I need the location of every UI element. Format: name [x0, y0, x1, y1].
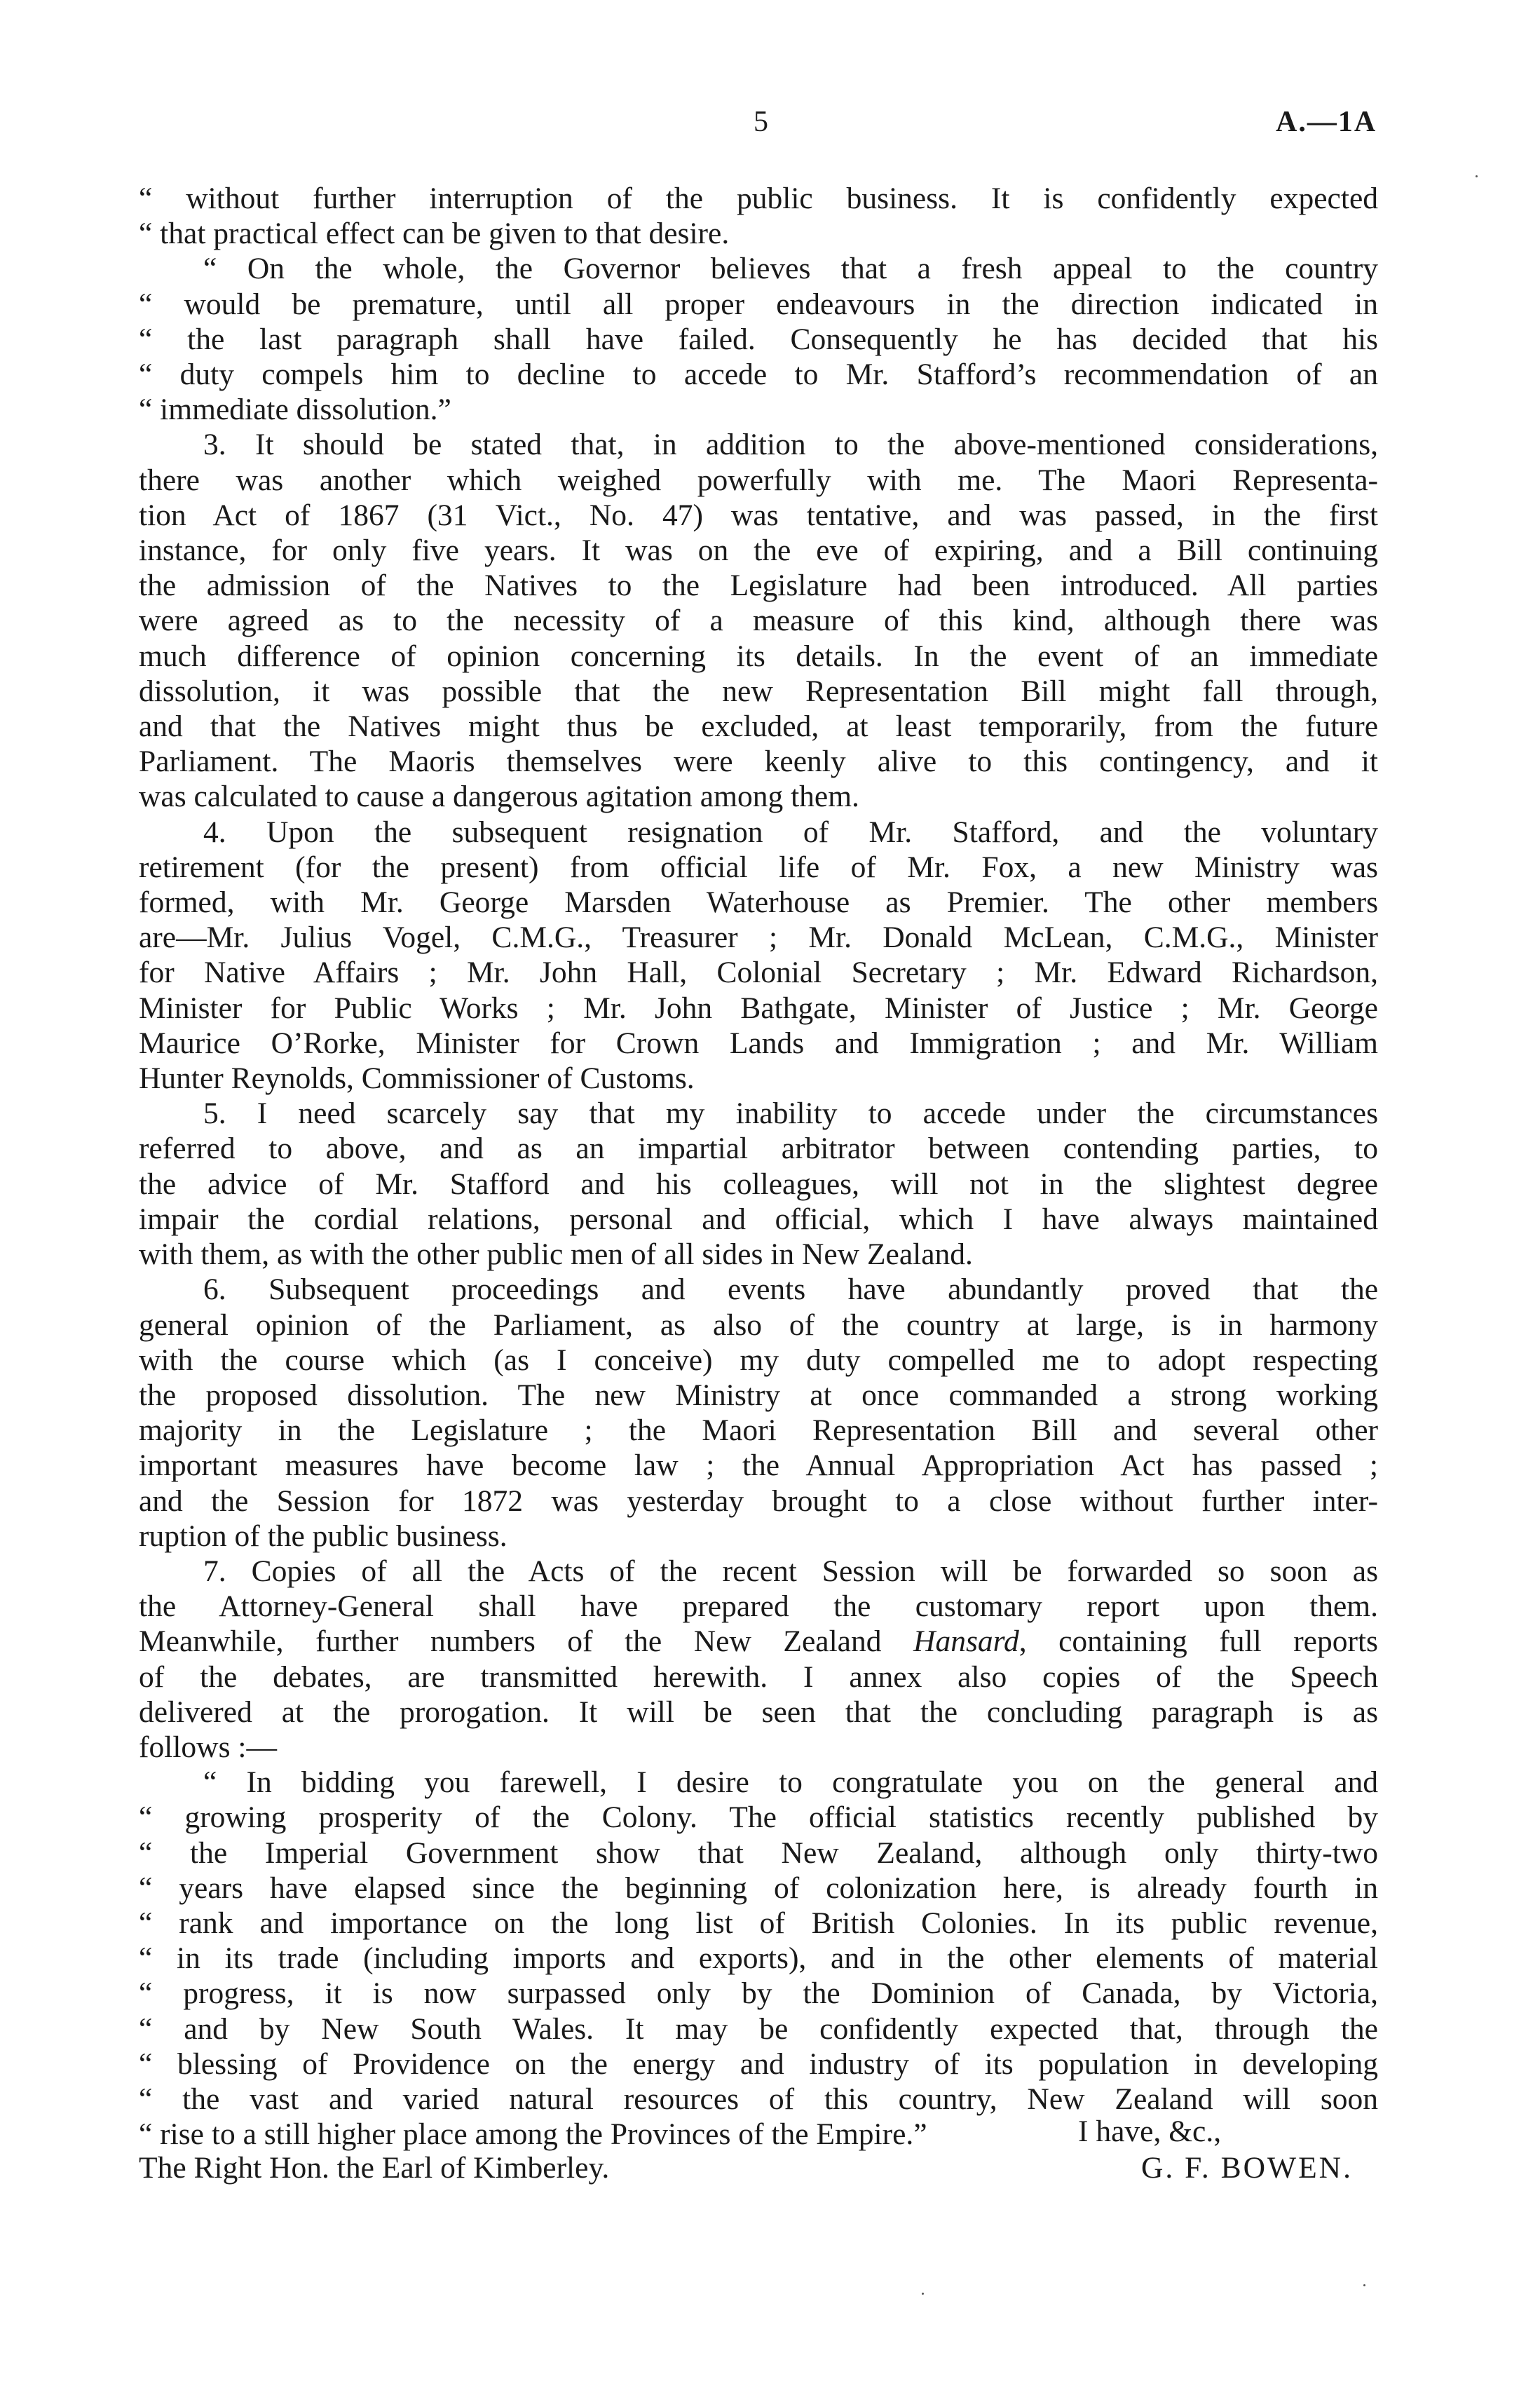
text-line: the admission of the Natives to the Legislature had been introduced. All parties [139, 569, 1378, 603]
text-line: impair the cordial relations, personal and official, which I have always maintained [139, 1202, 1378, 1236]
document-code: A.—1A [1276, 106, 1377, 138]
text-line: tion Act of 1867 (31 Vict., No. 47) was tentative, and was passed, in the first [139, 498, 1378, 532]
text-line: with them, as with the other public men of all sides in New Zealand. [139, 1237, 973, 1272]
text-line: “ progress, it is now surpassed only by the Dominion of Canada, by Victoria, [139, 1976, 1378, 2011]
text-line: 4. Upon the subsequent resignation of Mr. Stafford, and the voluntary [203, 815, 1378, 849]
text-line: 5. I need scarcely say that my inability to accede under the circumstances [203, 1097, 1378, 1131]
text-line: was calculated to cause a dangerous agitation among them. [139, 780, 859, 814]
scan-speck [1476, 175, 1478, 177]
addressee: The Right Hon. the Earl of Kimberley. [139, 2151, 610, 2185]
text-line: the Attorney-General shall have prepared the customary report upon them. [139, 1589, 1378, 1624]
text-line: and that the Natives might thus be excluded, at least temporarily, from the future [139, 710, 1378, 744]
text-line: with the course which (as I conceive) my duty compelled me to adopt respecting [139, 1343, 1378, 1377]
text-line: “ without further interruption of the public business. It is confidently expected [139, 182, 1378, 215]
text-line: “ rise to a still higher place among the Provinces of the Empire.” [139, 2117, 927, 2152]
body-text [139, 181, 1378, 2152]
text-line: retirement (for the present) from official life of Mr. Fox, a new Ministry was [139, 850, 1378, 884]
text-line: “ On the whole, the Governor believes that a fresh appeal to the country [203, 252, 1378, 286]
signature: G. F. BOWEN. [1141, 2151, 1353, 2185]
text-line: “ the Imperial Government show that New Zealand, although only thirty-two [139, 1836, 1378, 1870]
text-line: there was another which weighed powerfully with me. The Maori Representa- [139, 463, 1378, 497]
text-line: majority in the Legislature ; the Maori Representation Bill and several other [139, 1413, 1378, 1448]
text-line: “ the last paragraph shall have failed. Consequently he has decided that his [139, 322, 1378, 356]
text-line: referred to above, and as an impartial arbitrator between contending parties, to [139, 1132, 1378, 1166]
text-line: the advice of Mr. Stafford and his colleagues, will not in the slightest degree [139, 1167, 1378, 1201]
text-line: “ and by New South Wales. It may be confidently expected that, through the [139, 2011, 1378, 2046]
text-line: Parliament. The Maoris themselves were keenly alive to this contingency, and it [139, 745, 1378, 779]
text-line: “ growing prosperity of the Colony. The official statistics recently published by [139, 1800, 1378, 1835]
text-line: for Native Affairs ; Mr. John Hall, Colonial Secretary ; Mr. Edward Richardson, [139, 956, 1378, 990]
text-line: were agreed as to the necessity of a measure of this kind, although there was [139, 604, 1378, 638]
text-line: “ immediate dissolution.” [139, 393, 451, 427]
text-line: delivered at the prorogation. It will be seen that the concluding paragraph is as [139, 1695, 1378, 1729]
text-line: of the debates, are transmitted herewith. I annex also copies of the Speech [139, 1660, 1378, 1694]
text-line: “ in its trade (including imports and exports), and in the other elements of material [139, 1941, 1378, 1976]
text-line: important measures have become law ; the Annual Appropriation Act has passed ; [139, 1448, 1378, 1483]
text-line: follows :— [139, 1730, 277, 1764]
text-line: 6. Subsequent proceedings and events have abundantly proved that the [203, 1273, 1378, 1307]
text-line: “ the vast and varied natural resources of this country, New Zealand will soon [139, 2082, 1378, 2116]
text-line: much difference of opinion concerning its details. In the event of an immediate [139, 639, 1378, 673]
text-line: “ that practical effect can be given to that desire. [139, 217, 730, 251]
text-line: “ In bidding you farewell, I desire to congratulate you on the general and [203, 1765, 1378, 1800]
page-number: 5 [754, 106, 768, 138]
text-line: “ duty compels him to decline to accede to Mr. Stafford’s recommendation of an [139, 358, 1378, 392]
text-line: dissolution, it was possible that the new Representation Bill might fall through, [139, 674, 1378, 708]
text-line: “ would be premature, until all proper endeavours in the direction indicated in [139, 287, 1378, 321]
scan-speck [1363, 2284, 1365, 2286]
text-line: “ rank and importance on the long list of British Colonies. In its public revenue, [139, 1906, 1378, 1940]
text-line: 3. It should be stated that, in addition to the above-mentioned considerations, [203, 428, 1378, 462]
text-line: Meanwhile, further numbers of the New Zealand Hansard, containing full reports [139, 1624, 1378, 1659]
text-line: “ blessing of Providence on the energy and industry of its population in developing [139, 2047, 1378, 2081]
text-line: general opinion of the Parliament, as also of the country at large, is in harmony [139, 1308, 1378, 1342]
text-line: the proposed dissolution. The new Ministry at once commanded a strong working [139, 1378, 1378, 1412]
text-line: Hunter Reynolds, Commissioner of Customs. [139, 1061, 695, 1096]
text-line: “ years have elapsed since the beginning of colonization here, is already fourth in [139, 1871, 1378, 1905]
scan-speck [922, 2293, 924, 2295]
italic-title: Hansard [913, 1624, 1019, 1659]
text-line: ruption of the public business. [139, 1519, 507, 1553]
text-line: Maurice O’Rorke, Minister for Crown Lands and Immigration ; and Mr. William [139, 1026, 1378, 1060]
text-line: 7. Copies of all the Acts of the recent Session will be forwarded so soon as [203, 1554, 1378, 1588]
text-line: instance, for only five years. It was on the eve of expiring, and a Bill continuing [139, 534, 1378, 568]
text-line: and the Session for 1872 was yesterday brought to a close without further inter- [139, 1484, 1378, 1518]
closing-formula: I have, &c., [1078, 2115, 1222, 2148]
page-header [0, 105, 1540, 147]
text-line: formed, with Mr. George Marsden Waterhouse as Premier. The other members [139, 886, 1378, 920]
text-line: are—Mr. Julius Vogel, C.M.G., Treasurer ; Mr. Donald McLean, C.M.G., Minister [139, 921, 1378, 955]
text-line: Minister for Public Works ; Mr. John Bathgate, Minister of Justice ; Mr. George [139, 991, 1378, 1025]
